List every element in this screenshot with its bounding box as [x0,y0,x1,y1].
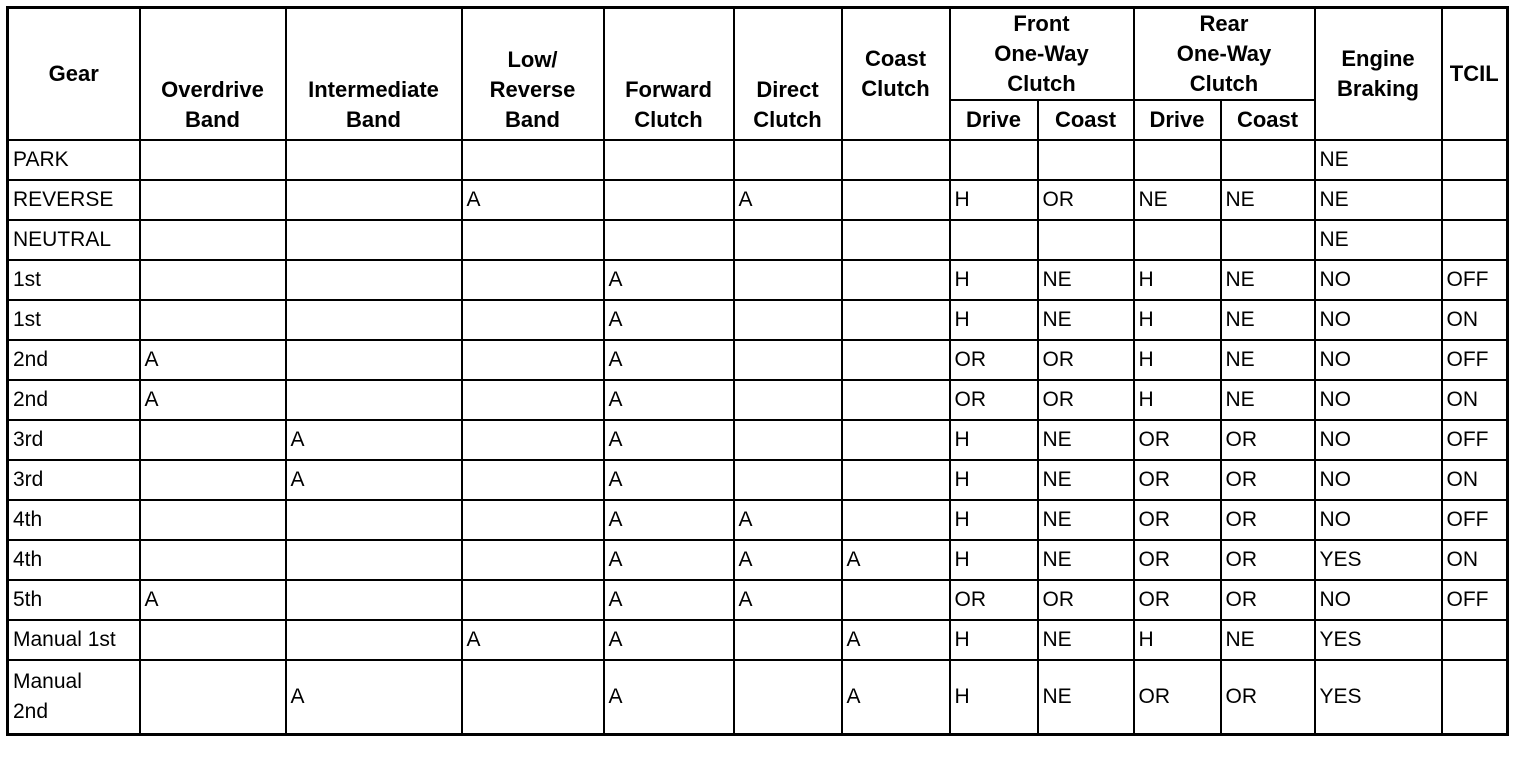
cell-low-reverse-band [462,660,604,735]
cell-coast-clutch: A [842,620,950,660]
cell-intermediate-band [286,580,462,620]
cell-tcil [1442,140,1508,180]
cell-direct-clutch: A [734,180,842,220]
cell-intermediate-band [286,260,462,300]
cell-intermediate-band [286,380,462,420]
cell-low-reverse-band [462,460,604,500]
header-front-coast: Coast [1038,100,1134,140]
cell-tcil [1442,180,1508,220]
cell-direct-clutch [734,380,842,420]
cell-rear-owc-drive: OR [1134,580,1221,620]
cell-front-owc-drive: OR [950,380,1038,420]
cell-engine-braking: NE [1315,180,1442,220]
cell-rear-owc-drive: OR [1134,660,1221,735]
cell-front-owc-drive: H [950,300,1038,340]
cell-engine-braking: NO [1315,460,1442,500]
cell-front-owc-drive: H [950,500,1038,540]
header-low-reverse-band: Low/ Reverse Band [462,8,604,141]
cell-tcil [1442,620,1508,660]
cell-front-owc-drive: H [950,460,1038,500]
cell-rear-owc-drive: OR [1134,540,1221,580]
cell-tcil: OFF [1442,420,1508,460]
cell-intermediate-band [286,300,462,340]
cell-forward-clutch [604,220,734,260]
cell-low-reverse-band [462,260,604,300]
cell-coast-clutch [842,180,950,220]
header-rear-drive: Drive [1134,100,1221,140]
cell-overdrive-band [140,500,286,540]
table-row [8,220,1508,260]
cell-forward-clutch: A [604,300,734,340]
cell-coast-clutch [842,420,950,460]
cell-rear-owc-drive: H [1134,300,1221,340]
cell-tcil [1442,660,1508,735]
cell-coast-clutch: A [842,660,950,735]
cell-gear: NEUTRAL [8,220,140,260]
table-row [8,260,1508,300]
cell-overdrive-band [140,140,286,180]
table-row [8,500,1508,540]
cell-gear: 2nd [8,340,140,380]
cell-rear-owc-coast: NE [1221,300,1315,340]
cell-front-owc-coast: NE [1038,620,1134,660]
cell-coast-clutch [842,140,950,180]
cell-low-reverse-band: A [462,620,604,660]
cell-tcil: OFF [1442,340,1508,380]
cell-direct-clutch [734,300,842,340]
clutch-application-chart [6,6,1506,736]
table-row [8,340,1508,380]
cell-direct-clutch [734,140,842,180]
header-front-drive: Drive [950,100,1038,140]
cell-intermediate-band [286,140,462,180]
cell-direct-clutch [734,220,842,260]
cell-engine-braking: NE [1315,140,1442,180]
cell-gear: PARK [8,140,140,180]
cell-gear: 2nd [8,380,140,420]
cell-coast-clutch [842,500,950,540]
cell-coast-clutch: A [842,540,950,580]
cell-front-owc-coast: OR [1038,580,1134,620]
cell-tcil: OFF [1442,500,1508,540]
cell-rear-owc-coast [1221,140,1315,180]
header-direct-clutch: Direct Clutch [734,8,842,141]
header-forward-clutch: Forward Clutch [604,8,734,141]
cell-front-owc-coast: NE [1038,420,1134,460]
cell-forward-clutch [604,140,734,180]
header-front-one-way-clutch: Front One-Way Clutch [950,8,1134,101]
cell-rear-owc-drive: OR [1134,420,1221,460]
cell-tcil: OFF [1442,580,1508,620]
cell-engine-braking: NO [1315,500,1442,540]
cell-engine-braking: NO [1315,380,1442,420]
cell-low-reverse-band [462,380,604,420]
cell-engine-braking: YES [1315,540,1442,580]
header-rear-one-way-clutch: Rear One-Way Clutch [1134,8,1315,101]
table-row [8,580,1508,620]
cell-overdrive-band [140,220,286,260]
cell-overdrive-band [140,540,286,580]
cell-front-owc-coast: NE [1038,300,1134,340]
cell-rear-owc-drive: H [1134,620,1221,660]
cell-forward-clutch: A [604,380,734,420]
table-row [8,140,1508,180]
cell-tcil: OFF [1442,260,1508,300]
header-rear-coast: Coast [1221,100,1315,140]
cell-front-owc-drive [950,140,1038,180]
table-row [8,460,1508,500]
cell-front-owc-drive: H [950,420,1038,460]
cell-engine-braking: NE [1315,220,1442,260]
cell-intermediate-band [286,340,462,380]
table-header [8,8,1508,141]
cell-front-owc-coast [1038,140,1134,180]
cell-rear-owc-drive: NE [1134,180,1221,220]
cell-coast-clutch [842,340,950,380]
cell-intermediate-band [286,180,462,220]
table-row [8,620,1508,660]
cell-direct-clutch: A [734,540,842,580]
cell-front-owc-drive: H [950,620,1038,660]
table-row [8,300,1508,340]
table-row [8,420,1508,460]
cell-front-owc-drive: OR [950,580,1038,620]
cell-rear-owc-drive [1134,220,1221,260]
cell-coast-clutch [842,380,950,420]
cell-forward-clutch: A [604,660,734,735]
cell-low-reverse-band [462,580,604,620]
cell-direct-clutch [734,660,842,735]
table-row [8,180,1508,220]
cell-gear: 3rd [8,460,140,500]
header-engine-braking: Engine Braking [1315,8,1442,141]
cell-gear: Manual 1st [8,620,140,660]
cell-intermediate-band: A [286,460,462,500]
cell-front-owc-coast: NE [1038,540,1134,580]
cell-gear: 1st [8,260,140,300]
cell-gear: 5th [8,580,140,620]
cell-engine-braking: NO [1315,300,1442,340]
cell-direct-clutch [734,340,842,380]
cell-tcil: ON [1442,460,1508,500]
cell-front-owc-drive: H [950,260,1038,300]
cell-low-reverse-band [462,220,604,260]
cell-rear-owc-coast: NE [1221,380,1315,420]
header-gear: Gear [8,8,140,141]
cell-rear-owc-coast [1221,220,1315,260]
cell-engine-braking: NO [1315,420,1442,460]
cell-low-reverse-band [462,340,604,380]
header-intermediate-band: Intermediate Band [286,8,462,141]
cell-overdrive-band [140,300,286,340]
cell-rear-owc-coast: OR [1221,500,1315,540]
table-row [8,660,1508,735]
cell-gear: 1st [8,300,140,340]
cell-front-owc-coast: NE [1038,460,1134,500]
cell-rear-owc-drive: H [1134,340,1221,380]
cell-rear-owc-coast: OR [1221,540,1315,580]
cell-rear-owc-drive: H [1134,260,1221,300]
table-body [8,140,1508,735]
cell-low-reverse-band [462,540,604,580]
cell-rear-owc-coast: OR [1221,420,1315,460]
cell-rear-owc-coast: NE [1221,180,1315,220]
cell-intermediate-band [286,540,462,580]
cell-front-owc-coast: OR [1038,340,1134,380]
cell-direct-clutch: A [734,580,842,620]
cell-engine-braking: NO [1315,340,1442,380]
cell-tcil [1442,220,1508,260]
cell-gear: 3rd [8,420,140,460]
cell-rear-owc-drive [1134,140,1221,180]
cell-direct-clutch [734,260,842,300]
cell-front-owc-drive: H [950,180,1038,220]
cell-direct-clutch [734,620,842,660]
cell-rear-owc-drive: OR [1134,500,1221,540]
cell-low-reverse-band [462,300,604,340]
cell-rear-owc-drive: OR [1134,460,1221,500]
cell-gear: Manual 2nd [8,660,140,735]
cell-forward-clutch: A [604,460,734,500]
cell-overdrive-band: A [140,580,286,620]
cell-forward-clutch [604,180,734,220]
cell-rear-owc-coast: NE [1221,260,1315,300]
cell-overdrive-band [140,420,286,460]
cell-low-reverse-band [462,140,604,180]
cell-forward-clutch: A [604,540,734,580]
cell-direct-clutch: A [734,500,842,540]
cell-rear-owc-coast: NE [1221,620,1315,660]
cell-coast-clutch [842,580,950,620]
cell-front-owc-drive: OR [950,340,1038,380]
cell-front-owc-drive [950,220,1038,260]
cell-forward-clutch: A [604,420,734,460]
cell-direct-clutch [734,460,842,500]
cell-front-owc-coast: NE [1038,260,1134,300]
clutch-application-table [6,6,1509,736]
cell-overdrive-band: A [140,380,286,420]
table-row [8,380,1508,420]
cell-rear-owc-coast: OR [1221,580,1315,620]
cell-forward-clutch: A [604,620,734,660]
cell-tcil: ON [1442,380,1508,420]
cell-front-owc-coast: OR [1038,180,1134,220]
cell-low-reverse-band [462,500,604,540]
cell-coast-clutch [842,300,950,340]
cell-tcil: ON [1442,540,1508,580]
cell-overdrive-band [140,460,286,500]
cell-front-owc-coast: OR [1038,380,1134,420]
cell-gear: 4th [8,500,140,540]
cell-front-owc-coast: NE [1038,500,1134,540]
cell-gear: REVERSE [8,180,140,220]
header-tcil: TCIL [1442,8,1508,141]
cell-intermediate-band: A [286,660,462,735]
cell-rear-owc-coast: NE [1221,340,1315,380]
cell-forward-clutch: A [604,340,734,380]
cell-front-owc-drive: H [950,540,1038,580]
cell-rear-owc-coast: OR [1221,660,1315,735]
cell-forward-clutch: A [604,260,734,300]
cell-gear: 4th [8,540,140,580]
cell-low-reverse-band [462,420,604,460]
header-overdrive-band: Overdrive Band [140,8,286,141]
cell-engine-braking: NO [1315,260,1442,300]
cell-overdrive-band [140,180,286,220]
cell-coast-clutch [842,220,950,260]
cell-engine-braking: YES [1315,620,1442,660]
header-coast-clutch: Coast Clutch [842,8,950,141]
cell-intermediate-band [286,500,462,540]
cell-overdrive-band: A [140,340,286,380]
cell-intermediate-band [286,220,462,260]
cell-coast-clutch [842,460,950,500]
cell-front-owc-coast: NE [1038,660,1134,735]
table-row [8,540,1508,580]
cell-coast-clutch [842,260,950,300]
cell-engine-braking: YES [1315,660,1442,735]
cell-rear-owc-coast: OR [1221,460,1315,500]
cell-intermediate-band: A [286,420,462,460]
cell-rear-owc-drive: H [1134,380,1221,420]
cell-low-reverse-band: A [462,180,604,220]
cell-forward-clutch: A [604,500,734,540]
cell-tcil: ON [1442,300,1508,340]
cell-front-owc-coast [1038,220,1134,260]
cell-direct-clutch [734,420,842,460]
cell-front-owc-drive: H [950,660,1038,735]
cell-overdrive-band [140,260,286,300]
cell-forward-clutch: A [604,580,734,620]
cell-intermediate-band [286,620,462,660]
cell-engine-braking: NO [1315,580,1442,620]
cell-overdrive-band [140,660,286,735]
cell-overdrive-band [140,620,286,660]
